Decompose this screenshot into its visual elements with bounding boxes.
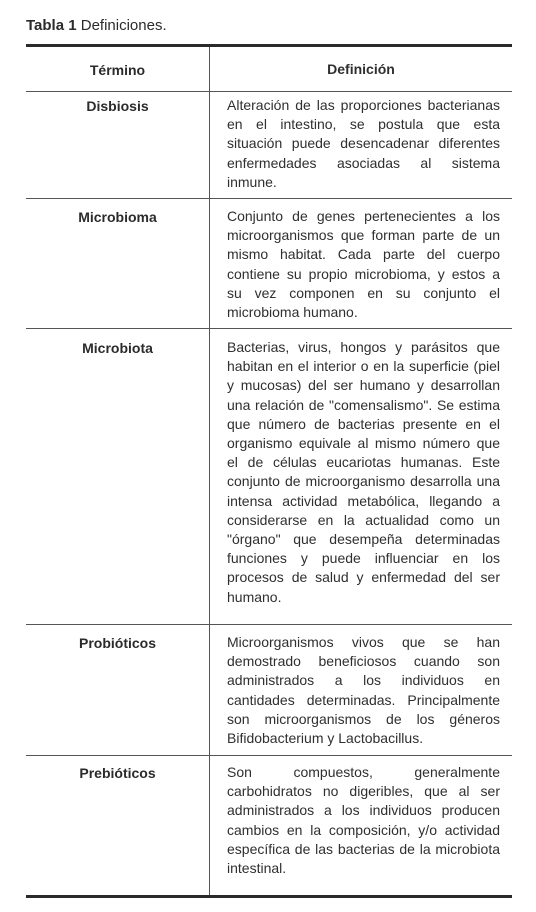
- row-divider: [26, 328, 512, 329]
- definition-probioticos: Microorganismos vivos que se han demostrado beneficiosos cuando son administrados a los individuos en cantidades determinadas. Principalmente son microorganismos de los géneros Bifidobacterium y Lactobacillus.: [227, 634, 500, 747]
- header-rule: [26, 91, 512, 92]
- table-caption-text: Definiciones.: [76, 17, 167, 34]
- definition-prebioticos: Son compuestos, generalmente carbohidratos no digeribles, que al ser administrados a los individuos producen cambios en la composición, y/o actividad específica de las bacterias de la microbiota intestinal.: [227, 764, 500, 877]
- row-divider: [26, 624, 512, 625]
- row-divider: [26, 755, 512, 756]
- term-microbioma: Microbioma: [78, 209, 157, 225]
- definition-microbiota: Bacterias, virus, hongos y parásitos que habitan en el interior o en la superficie (piel y mucosas) del ser humano y desarrollan una relación de "comensalismo". Se estima que número de bacterias presente en el organismo equivale al mismo número que el de células eucariotas humanas. Este conjunto de microorganismo desarrolla una intensa actividad metabólica, llegando a considerarse en la actualidad como un "órgano" que desempeña determinadas funciones y puede influenciar en los procesos de salud y enfermedad del ser humano.: [227, 339, 500, 605]
- term-probioticos: Probióticos: [78, 635, 156, 651]
- definitions-table: [26, 44, 512, 899]
- row-divider: [26, 198, 512, 199]
- table-bottom-rule: [26, 895, 512, 898]
- term-disbiosis: Disbiosis: [86, 98, 149, 114]
- term-microbiota: Microbiota: [82, 340, 153, 356]
- table-caption: [26, 17, 167, 34]
- table-caption-label: Tabla 1: [26, 17, 77, 34]
- definition-disbiosis: Alteración de las proporciones bacterianas en el intestino, se postula que esta situación puede desencadenar diferentes enfermedades asociadas al sistema inmune.: [227, 97, 500, 190]
- term-prebioticos: Prebióticos: [79, 765, 156, 781]
- header-definition: Definición: [327, 60, 395, 77]
- column-divider: [209, 47, 210, 896]
- definition-microbioma: Conjunto de genes pertenecientes a los microorganismos que forman parte de un mismo habitat. Cada parte del cuerpo contiene su propio microbioma, y estos a su vez componen en su conjunto el microbioma humano.: [227, 208, 500, 321]
- header-term: Término: [89, 61, 146, 78]
